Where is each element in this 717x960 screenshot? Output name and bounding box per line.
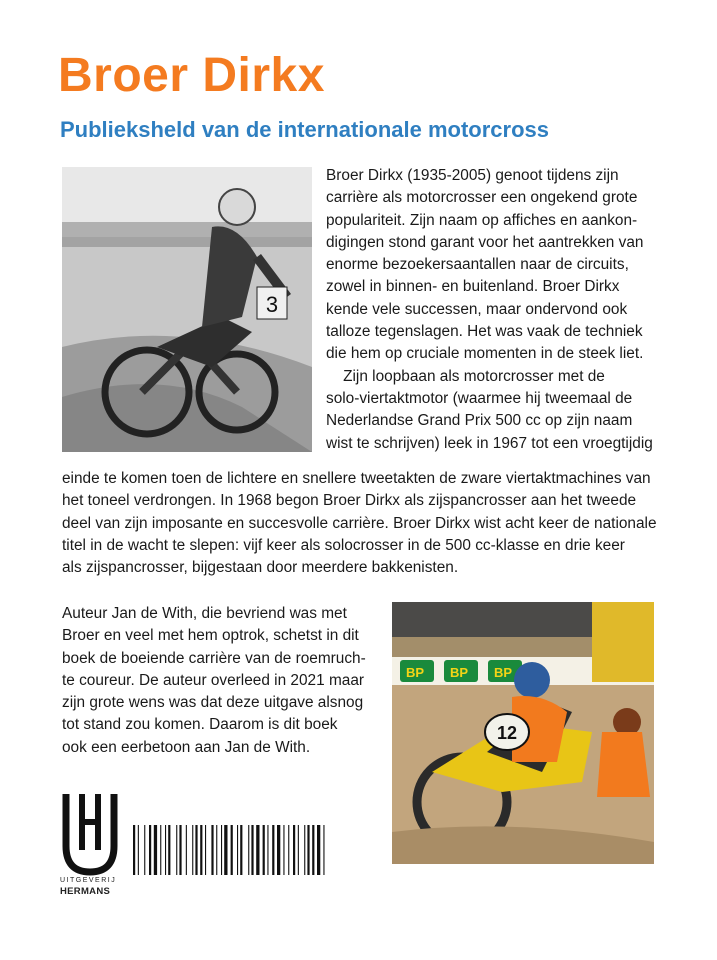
barcode-bar <box>231 825 233 875</box>
barcode-bar <box>186 825 187 875</box>
text-line: deel van zijn imposante en succesvolle carrière. Broer Dirkx wist acht keer de nationale <box>62 514 657 532</box>
barcode-bar <box>211 825 213 875</box>
barcode-bar <box>224 825 227 875</box>
barcode-bar <box>195 825 197 875</box>
barcode-bar <box>176 825 177 875</box>
paragraph-1 <box>326 165 666 455</box>
barcode-bar <box>298 825 299 875</box>
publisher-line1: UITGEVERIJ <box>60 877 117 884</box>
barcode-bar <box>179 825 181 875</box>
text-line: Nederlandse Grand Prix 500 cc op zijn naam <box>326 412 633 430</box>
sponsor-banner-2: BP <box>450 665 469 680</box>
text-line: digingen stond garant voor het aantrekken van <box>326 233 644 251</box>
text-line: te coureur. De auteur overleed in 2021 maar <box>62 671 365 689</box>
sponsor-banner-1: BP <box>406 665 425 680</box>
barcode-bar <box>237 825 238 875</box>
photo1-number: 3 <box>265 292 279 317</box>
text-line: enorme bezoekersaantallen naar de circuits, <box>326 256 629 274</box>
barcode-bar <box>256 825 259 875</box>
paragraph-2 <box>62 468 668 579</box>
barcode-bar <box>283 825 284 875</box>
text-line: carrière als motorcrosser een ongekend grote <box>326 189 638 207</box>
barcode-bar <box>267 825 268 875</box>
barcode-bar <box>160 825 161 875</box>
text-line: Broer Dirkx (1935-2005) genoot tijdens zijn <box>326 167 619 184</box>
text-line: populariteit. Zijn naam op affiches en aankon- <box>326 211 638 229</box>
text-line: talloze tegenslagen. Het was vaak de techniek <box>326 323 643 341</box>
text-line: ook een eerbetoon aan Jan de With. <box>62 738 311 756</box>
barcode-bar <box>263 825 265 875</box>
barcode-bar <box>144 825 145 875</box>
photo-solo-motocross <box>62 167 312 452</box>
barcode-bar <box>312 825 314 875</box>
barcode-bar <box>240 825 242 875</box>
text-line: boek de boeiende carrière van de roemruch- <box>62 649 366 667</box>
text-line: titel in de wacht te slepen: vijf keer als solocrosser in de 500 cc-klasse en drie keer <box>62 536 625 554</box>
text-line: wist te schrijven) leek in 1967 tot een vroegtijdig <box>326 434 653 452</box>
barcode-bar <box>317 825 320 875</box>
text-line: zijn grote wens was dat deze uitgave alsnog <box>62 694 364 712</box>
text-line: solo-viertaktmotor (waarmee hij tweemaal de <box>326 389 633 407</box>
publisher-logo <box>60 790 120 900</box>
barcode-bar <box>304 825 305 875</box>
barcode-bar <box>133 825 135 875</box>
book-title: Broer Dirkx <box>58 49 325 102</box>
photo2-number: 12 <box>496 723 518 743</box>
barcode-bar <box>323 825 324 875</box>
barcode-bar <box>192 825 193 875</box>
barcode-bar <box>293 825 295 875</box>
publisher-line2: HERMANS <box>60 886 111 897</box>
barcode-bar <box>216 825 217 875</box>
barcode-bar <box>205 825 206 875</box>
barcode-bar <box>221 825 222 875</box>
text-line: Broer en veel met hem optrok, schetst in dit <box>62 627 359 645</box>
publisher-logo-mark-icon <box>60 790 120 880</box>
sponsor-banner-3: BP <box>494 665 513 680</box>
text-line: einde te komen toen de lichtere en snellere tweetakten de zware viertaktmachines van <box>62 470 651 487</box>
barcode-bar <box>149 825 151 875</box>
barcode-bar <box>272 825 274 875</box>
paragraph-3 <box>62 603 380 759</box>
barcode-bar <box>307 825 309 875</box>
book-subtitle: Publieksheld van de internationale motorcross <box>60 117 550 142</box>
barcode-bar <box>138 825 139 875</box>
text-line: Zijn loopbaan als motorcrosser met de <box>326 367 605 385</box>
text-line: Auteur Jan de With, die bevriend was met <box>62 605 347 622</box>
barcode-bar <box>165 825 166 875</box>
text-line: het toneel verdrongen. In 1968 begon Broer Dirkx als zijspancrosser aan het tweede <box>62 492 637 510</box>
barcode-bar <box>248 825 249 875</box>
text-line: die hem op cruciale momenten in de steek liet. <box>326 345 644 363</box>
barcode-bar <box>168 825 170 875</box>
barcode <box>133 825 383 875</box>
text-line: tot stand zou komen. Daarom is dit boek <box>62 716 338 734</box>
photo-sidecar-motocross <box>392 602 654 864</box>
barcode-bar <box>200 825 202 875</box>
barcode-bar <box>277 825 280 875</box>
barcode-bar <box>251 825 253 875</box>
barcode-bar <box>154 825 157 875</box>
text-line: als zijspancrosser, bijgestaan door meerdere bakkenisten. <box>62 559 459 577</box>
barcode-bar <box>288 825 289 875</box>
text-line: kende vele successen, maar ondervond ook <box>326 300 628 318</box>
text-line: zowel in binnen- en buitenland. Broer Dirkx <box>326 278 620 296</box>
